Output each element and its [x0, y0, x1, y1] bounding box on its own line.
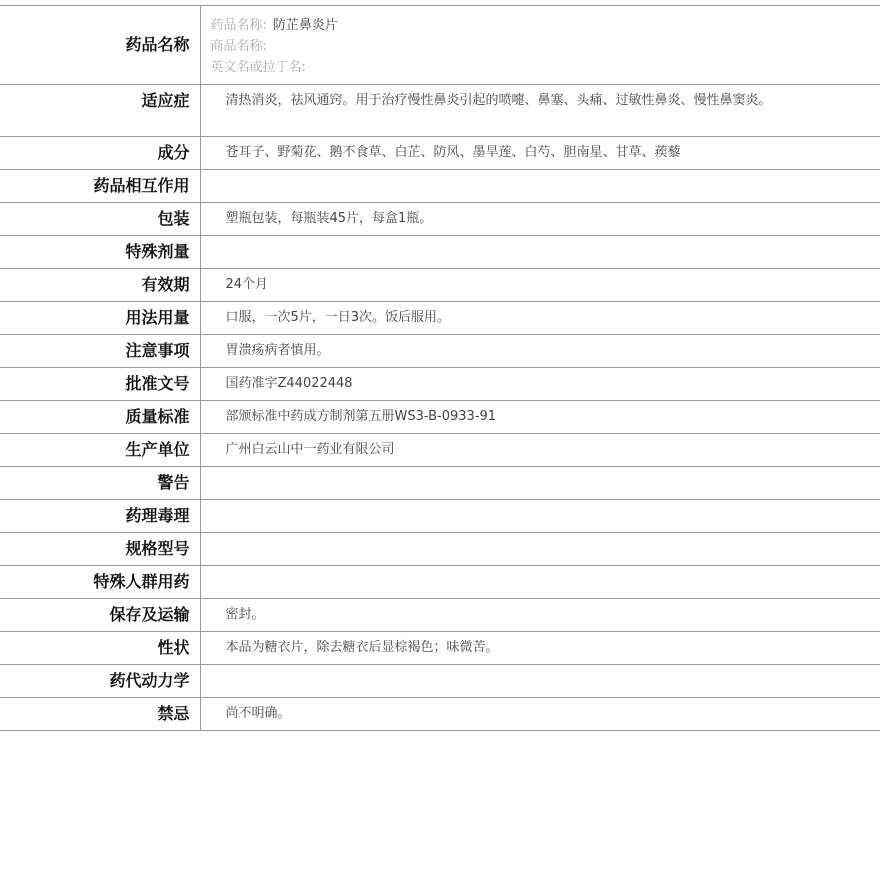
interactions-value: [200, 170, 880, 203]
pharmacology-value: [200, 500, 880, 533]
description-value: 本品为糖衣片，除去糖衣后显棕褐色；味微苦。: [200, 632, 880, 665]
pharmacology-label: 药理毒理: [125, 506, 190, 525]
special-dosage-value: [200, 236, 880, 269]
shelf-life-row: [0, 269, 880, 302]
row-label-cell: [0, 434, 200, 467]
description-row: [0, 632, 880, 665]
row-label-cell: [0, 368, 200, 401]
indications-row: [0, 85, 880, 137]
precautions-row: [0, 335, 880, 368]
manufacturer-row: [0, 434, 880, 467]
warning-label: 警告: [157, 473, 190, 492]
specification-label: 规格型号: [125, 539, 190, 558]
special-population-row: [0, 566, 880, 599]
usage-label: 用法用量: [125, 308, 190, 327]
shelf-life-label: 有效期: [141, 275, 190, 294]
contraindications-row: [0, 698, 880, 731]
drug-info-table: [0, 5, 880, 731]
storage-label: 保存及运输: [109, 605, 190, 624]
approval-number-value: 国药准字Z44022448: [200, 368, 880, 401]
english-name-line: [211, 57, 791, 78]
pharmacokinetics-label: 药代动力学: [109, 671, 190, 690]
row-label-cell: [0, 269, 200, 302]
row-label-cell: [0, 335, 200, 368]
approval-number-row: [0, 368, 880, 401]
row-label-cell: [0, 467, 200, 500]
row-label-cell: [0, 203, 200, 236]
manufacturer-label: 生产单位: [125, 440, 190, 459]
row-label-cell: [0, 500, 200, 533]
pharmacology-row: [0, 500, 880, 533]
precautions-value: 胃溃疡病者慎用。: [200, 335, 880, 368]
quality-standard-value: 部颁标准中药成方制剂第五册WS3-B-0933-91: [200, 401, 880, 434]
ingredients-label: 成分: [157, 143, 190, 162]
special-dosage-label: 特殊剂量: [125, 242, 190, 261]
specification-value: [200, 533, 880, 566]
shelf-life-value: 24个月: [200, 269, 880, 302]
row-label-cell: [0, 665, 200, 698]
indications-label: 适应症: [141, 91, 190, 110]
interactions-label: 药品相互作用: [93, 176, 190, 195]
row-label-cell: [0, 698, 200, 731]
generic-name-value: 防芷鼻炎片: [272, 18, 338, 33]
drug-name-label: 药品名称: [125, 35, 190, 54]
warning-value: [200, 467, 880, 500]
ingredients-row: [0, 137, 880, 170]
row-label-cell: [0, 401, 200, 434]
ingredients-value: 苍耳子、野菊花、鹅不食草、白芷、防风、墨旱莲、白芍、胆南星、甘草、蒺藜: [200, 137, 880, 170]
drug-name-row: [0, 6, 880, 85]
contraindications-value: 尚不明确。: [200, 698, 880, 731]
pharmacokinetics-value: [200, 665, 880, 698]
generic-name-label: 药品名称:: [210, 18, 267, 33]
usage-value: 口服，一次5片，一日3次。饭后服用。: [200, 302, 880, 335]
warning-row: [0, 467, 880, 500]
row-label-cell: [0, 85, 200, 137]
row-label-cell: [0, 632, 200, 665]
quality-standard-label: 质量标准: [125, 407, 190, 426]
pharmacokinetics-row: [0, 665, 880, 698]
manufacturer-value: 广州白云山中一药业有限公司: [200, 434, 880, 467]
generic-name-line: [211, 15, 791, 36]
row-label-cell: [0, 302, 200, 335]
trade-name-label: 商品名称:: [210, 39, 267, 54]
row-label-cell: [0, 137, 200, 170]
row-label-cell: [0, 566, 200, 599]
drug-name-label-cell: [0, 6, 200, 85]
storage-row: [0, 599, 880, 632]
row-label-cell: [0, 170, 200, 203]
packaging-value: 塑瓶包装，每瓶装45片，每盒1瓶。: [200, 203, 880, 236]
special-dosage-row: [0, 236, 880, 269]
description-label: 性状: [157, 638, 190, 657]
packaging-row: [0, 203, 880, 236]
indications-value: 清热消炎，祛风通窍。用于治疗慢性鼻炎引起的喷嚏、鼻塞、头痛、过敏性鼻炎、慢性鼻窦炎。: [200, 85, 880, 137]
approval-number-label: 批准文号: [125, 374, 190, 393]
specification-row: [0, 533, 880, 566]
row-label-cell: [0, 533, 200, 566]
special-population-value: [200, 566, 880, 599]
precautions-label: 注意事项: [125, 341, 190, 360]
usage-row: [0, 302, 880, 335]
trade-name-line: [211, 36, 791, 57]
english-name-label: 英文名或拉丁名:: [210, 60, 306, 75]
interactions-row: [0, 170, 880, 203]
packaging-label: 包装: [157, 209, 190, 228]
special-population-label: 特殊人群用药: [93, 572, 190, 591]
drug-info-body: [0, 6, 880, 731]
drug-name-value-cell: [200, 6, 880, 85]
contraindications-label: 禁忌: [157, 704, 190, 723]
row-label-cell: [0, 599, 200, 632]
quality-standard-row: [0, 401, 880, 434]
row-label-cell: [0, 236, 200, 269]
storage-value: 密封。: [200, 599, 880, 632]
